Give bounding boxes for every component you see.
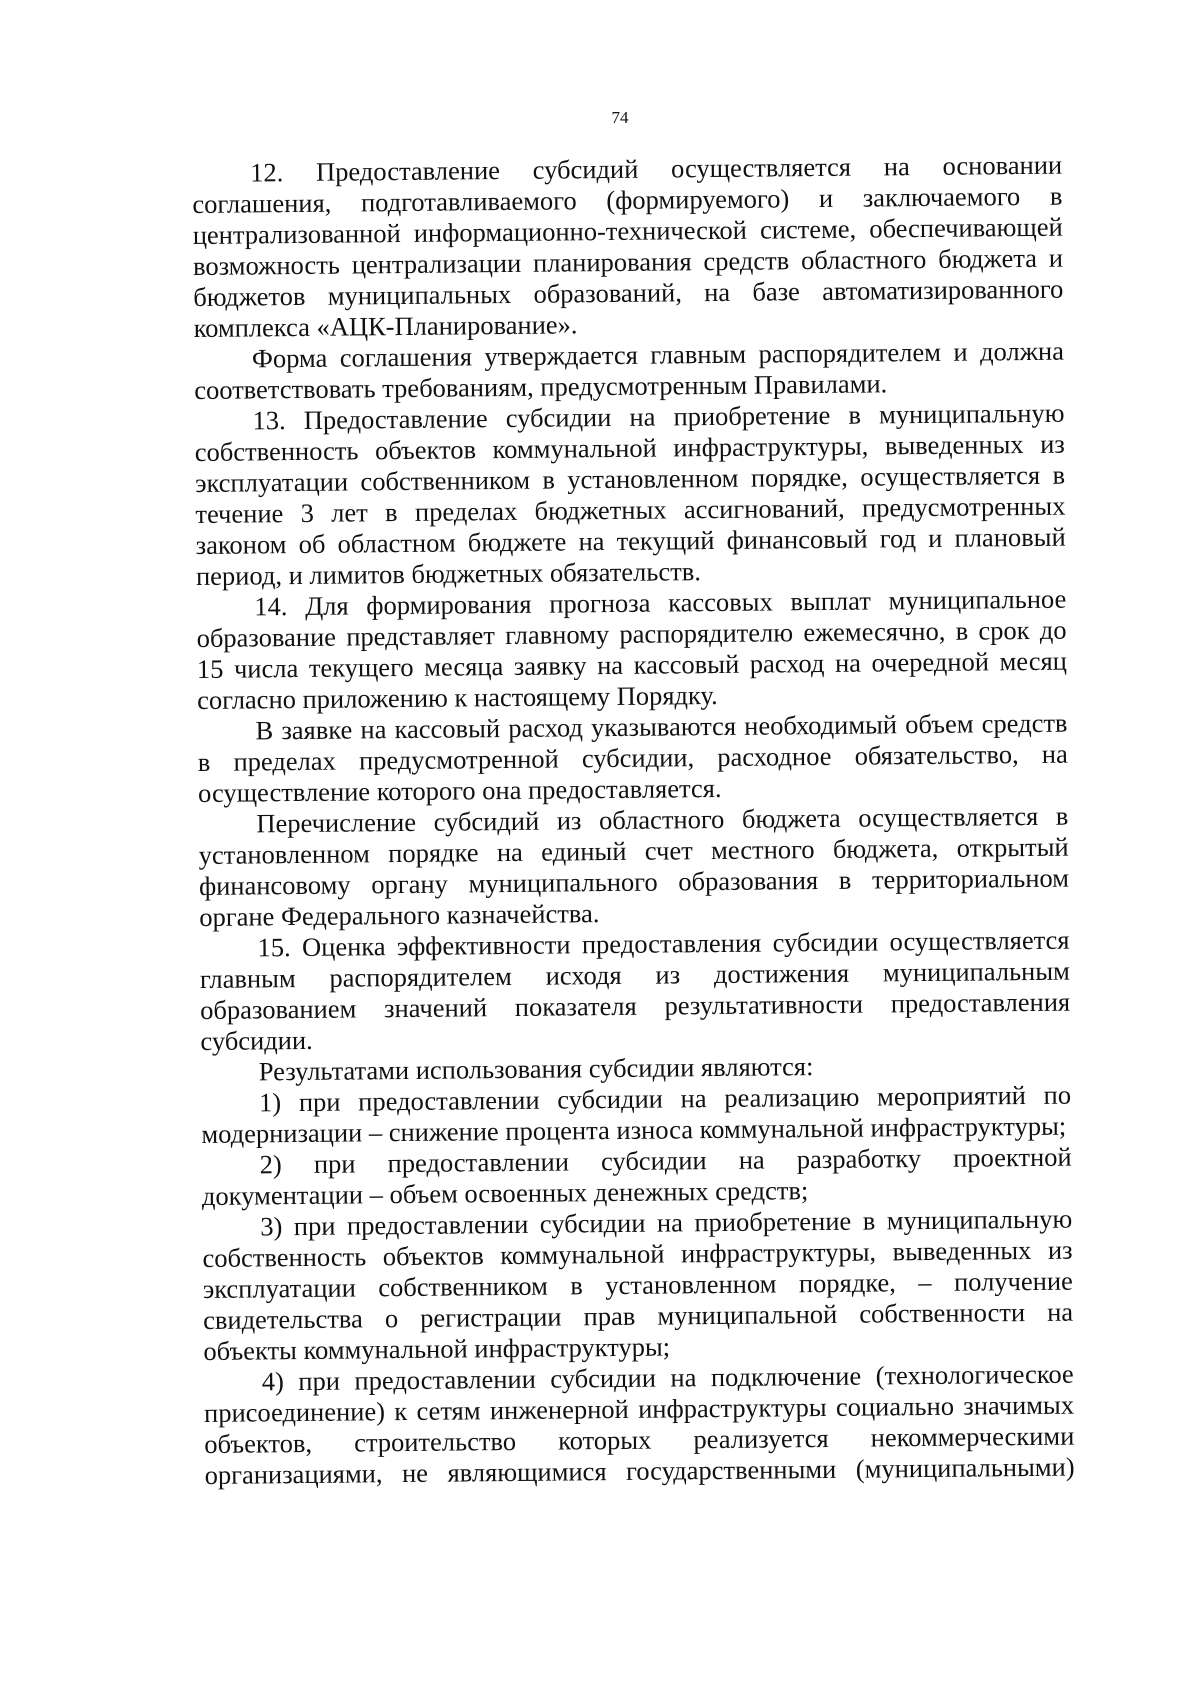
paragraph-15: 15. Оценка эффективности предоставления субсидии осуществляется главным распорядителем исходя из достижения муниципальным образованием значений показателя результативности предоставления субсидии. — [199, 924, 1071, 1056]
page-number: 74 — [611, 108, 629, 127]
list-item-4: 4) при предоставлении субсидии на подключение (технологическое присоединение) к сетям инженерной инфраструктуры социально значимых объектов, строительство которых реализуется некоммерческими организациями, не являющимися государственными (муниципальными) — [203, 1358, 1075, 1490]
paragraph-12: 12. Предоставление субсидий осуществляется на основании соглашения, подготавливаемого (формируемого) и заключаемого в централизованной информационно-технической системе, обеспечивающей возможность централизации планирования средств областного бюджета и бюджетов муниципальных образований, на базе автоматизированного комплекса «АЦК-Планирование». — [192, 149, 1064, 343]
paragraph-cash-request: В заявке на кассовый расход указываются необходимый объем средств в пределах предусмотренной субсидии, расходное обязательство, на осуществление которого она предоставляется. — [197, 707, 1068, 808]
paragraph-results-intro: Результатами использования субсидии являются: — [258, 1051, 814, 1087]
paragraph-14: 14. Для формирования прогноза кассовых выплат муниципальное образование представляет главному распорядителю ежемесячно, в срок до 15 числа текущего месяца заявку на кассовый расход на очередной месяц согласно приложению к настоящему Порядку. — [196, 583, 1068, 715]
list-item-3: 3) при предоставлении субсидии на приобретение в муниципальную собственность объектов коммунальной инфраструктуры, выведенных из эксплуатации собственником в установленном порядке, – получение свидетельства о регистрации прав муниципальной собственности на объекты коммунальной инфраструктуры; — [202, 1203, 1074, 1366]
paragraph-agreement-form: Форма соглашения утверждается главным распорядителем и должна соответствовать требованиям, предусмотренным Правилами. — [194, 335, 1065, 405]
paragraph-transfer: Перечисление субсидий из областного бюджета осуществляется в установленном порядке на единый счет местного бюджета, открытый финансовому органу муниципального образования в территориальном органе Федерального казначейства. — [198, 800, 1070, 932]
list-item-1: 1) при предоставлении субсидии на реализацию мероприятий по модернизации – снижение процента износа коммунальной инфраструктуры; — [201, 1079, 1072, 1149]
list-item-2: 2) при предоставлении субсидии на разработку проектной документации – объем освоенных денежных средств; — [201, 1141, 1072, 1211]
paragraph-13: 13. Предоставление субсидии на приобретение в муниципальную собственность объектов коммунальной инфраструктуры, выведенных из эксплуатации собственником в установленном порядке, осуществляется в течение 3 лет в пределах бюджетных ассигнований, предусмотренных законом об областном бюджете на текущий финансовый год и плановый период, и лимитов бюджетных обязательств. — [194, 397, 1066, 591]
document-body — [192, 150, 1075, 1491]
